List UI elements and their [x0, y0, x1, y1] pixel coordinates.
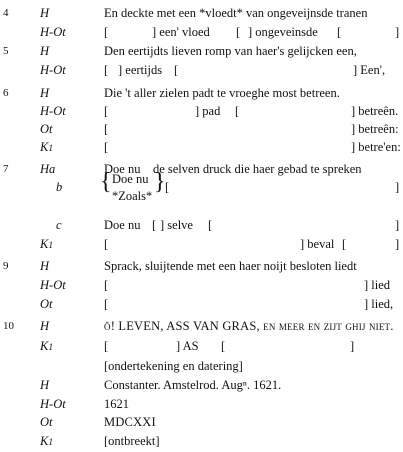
apparatus-line: [0, 43, 403, 60]
apparatus-line: [0, 5, 403, 22]
variant-fragment: ] betreên.: [351, 104, 399, 119]
witness-siglum: H: [40, 6, 50, 21]
variant-fragment: [: [235, 104, 240, 119]
line-text: Den eertijdts lieven romp van haer's gelijcken een,: [104, 44, 357, 59]
witness-siglum: Ha: [40, 162, 56, 177]
variant-fragment: [: [337, 25, 342, 40]
variant-reading: [0, 296, 403, 313]
variant-fragment: ] eertijds: [118, 63, 163, 78]
witness-siglum: H-Ot: [40, 277, 66, 292]
apparatus-line: [0, 277, 403, 294]
witness-siglum: b: [56, 180, 63, 195]
line-text: ô! LEVEN, ASS VAN GRAS, en meer en zijt ghij niet.: [104, 318, 394, 333]
apparatus-line: [0, 139, 403, 156]
variant-fragment: [: [104, 122, 109, 137]
witness-siglum: H-Ot: [40, 104, 66, 119]
apparatus-line: [0, 62, 403, 79]
line-number: 7: [3, 163, 9, 176]
witness-siglum: Ot: [40, 122, 53, 137]
apparatus-line: [0, 396, 403, 413]
variant-fragment: ] beval: [300, 237, 335, 252]
variant-fragment: [: [236, 25, 241, 40]
line-text: Constanter. Amstelrod. Augⁿ. 1621.: [104, 378, 282, 393]
variant-fragment: ] lied,: [364, 296, 394, 311]
apparatus-line: [0, 414, 403, 431]
witness-siglum: K1: [40, 433, 54, 448]
variant-fragment: [: [152, 218, 157, 233]
line-text: 1621: [104, 396, 129, 411]
apparatus-line: [0, 121, 403, 138]
apparatus-line: [0, 433, 403, 450]
variant-fragment: Doe nu: [104, 218, 141, 233]
apparatus-line: [0, 85, 403, 102]
witness-siglum: c: [56, 218, 62, 233]
variant-reading: [0, 277, 403, 294]
variant-reading: [0, 121, 403, 138]
witness-siglum: Ot: [40, 414, 53, 429]
variant-fragment: ]: [395, 237, 400, 252]
variant-fragment: [: [174, 63, 179, 78]
apparatus-line: [0, 236, 403, 253]
line-number: 9: [3, 259, 9, 272]
apparatus-line: [0, 161, 403, 178]
line-number: 4: [3, 7, 9, 20]
variant-reading: [0, 236, 403, 253]
open-bracket: [: [165, 180, 170, 195]
witness-siglum: K1: [40, 338, 54, 353]
witness-siglum: H: [40, 86, 50, 101]
brace-line-1: Doe nu: [112, 172, 149, 187]
variant-fragment: [: [104, 277, 109, 292]
left-brace: {: [100, 169, 112, 196]
witness-siglum: K1: [40, 237, 54, 252]
line-text: Doe nu de selven druck die haer gebad te spreken: [104, 162, 362, 177]
variant-reading: [0, 139, 403, 156]
close-bracket: ]: [395, 180, 400, 195]
variant-fragment: ] betre'en:: [351, 140, 401, 155]
apparatus-line: [0, 358, 403, 375]
apparatus-line: [0, 318, 403, 335]
right-brace: }: [154, 169, 166, 196]
line-text: MDCXXI: [104, 414, 156, 429]
variant-fragment: ] Een',: [353, 63, 386, 78]
variant-fragment: ] pad: [195, 104, 221, 119]
brace-line-2: *Zoals*: [112, 189, 153, 204]
variant-fragment: ]: [350, 338, 355, 353]
variant-fragment: ] een' vloed: [152, 25, 210, 40]
witness-siglum: H-Ot: [40, 25, 66, 40]
variant-fragment: [: [221, 338, 226, 353]
line-text: Die 't aller zielen padt te vroeghe most betreen.: [104, 86, 340, 101]
apparatus-line: [0, 103, 403, 120]
apparatus-line: [0, 296, 403, 313]
variant-fragment: ]: [395, 25, 400, 40]
witness-siglum: H-Ot: [40, 63, 66, 78]
variant-reading: [0, 338, 403, 355]
line-text: En deckte met een *vloedt* van ongeveijnsde tranen: [104, 6, 368, 21]
variant-fragment: [: [104, 296, 109, 311]
witness-siglum: H: [40, 378, 50, 393]
variant-fragment: [: [104, 104, 109, 119]
line-text: [ondertekening en datering]: [104, 359, 243, 374]
variant-fragment: ] lied: [364, 277, 391, 292]
line-text: [ontbreekt]: [104, 433, 160, 448]
variant-fragment: ] selve: [160, 218, 193, 233]
variant-reading: [0, 217, 403, 234]
apparatus-line: [0, 217, 403, 234]
apparatus-line: [0, 377, 403, 394]
line-number: 5: [3, 45, 9, 58]
witness-siglum: K1: [40, 140, 54, 155]
line-number: 6: [3, 87, 9, 100]
variant-fragment: ] betreên:: [351, 122, 399, 137]
variant-fragment: [: [104, 338, 109, 353]
variant-fragment: [: [208, 218, 213, 233]
line-number: 10: [3, 319, 14, 332]
variant-fragment: [: [104, 237, 109, 252]
variant-reading: [0, 103, 403, 120]
line-text: Sprack, sluijtende met een haer noijt besloten liedt: [104, 258, 357, 273]
variant-fragment: [: [342, 237, 347, 252]
witness-siglum: H: [40, 258, 50, 273]
apparatus-line: [0, 258, 403, 275]
apparatus-line: [0, 338, 403, 355]
variant-fragment: ] ongeveinsde: [248, 25, 318, 40]
witness-siglum: H: [40, 44, 50, 59]
variant-fragment: ]: [395, 218, 400, 233]
apparatus-line: [0, 24, 403, 41]
variant-fragment: ] AS: [176, 338, 199, 353]
variant-reading: [0, 24, 403, 41]
witness-siglum: H-Ot: [40, 396, 66, 411]
variant-fragment: [: [104, 140, 109, 155]
variant-fragment: [: [104, 63, 109, 78]
variant-fragment: [: [104, 25, 109, 40]
witness-siglum: Ot: [40, 296, 53, 311]
variant-reading: [0, 62, 403, 79]
witness-siglum: H: [40, 318, 50, 333]
